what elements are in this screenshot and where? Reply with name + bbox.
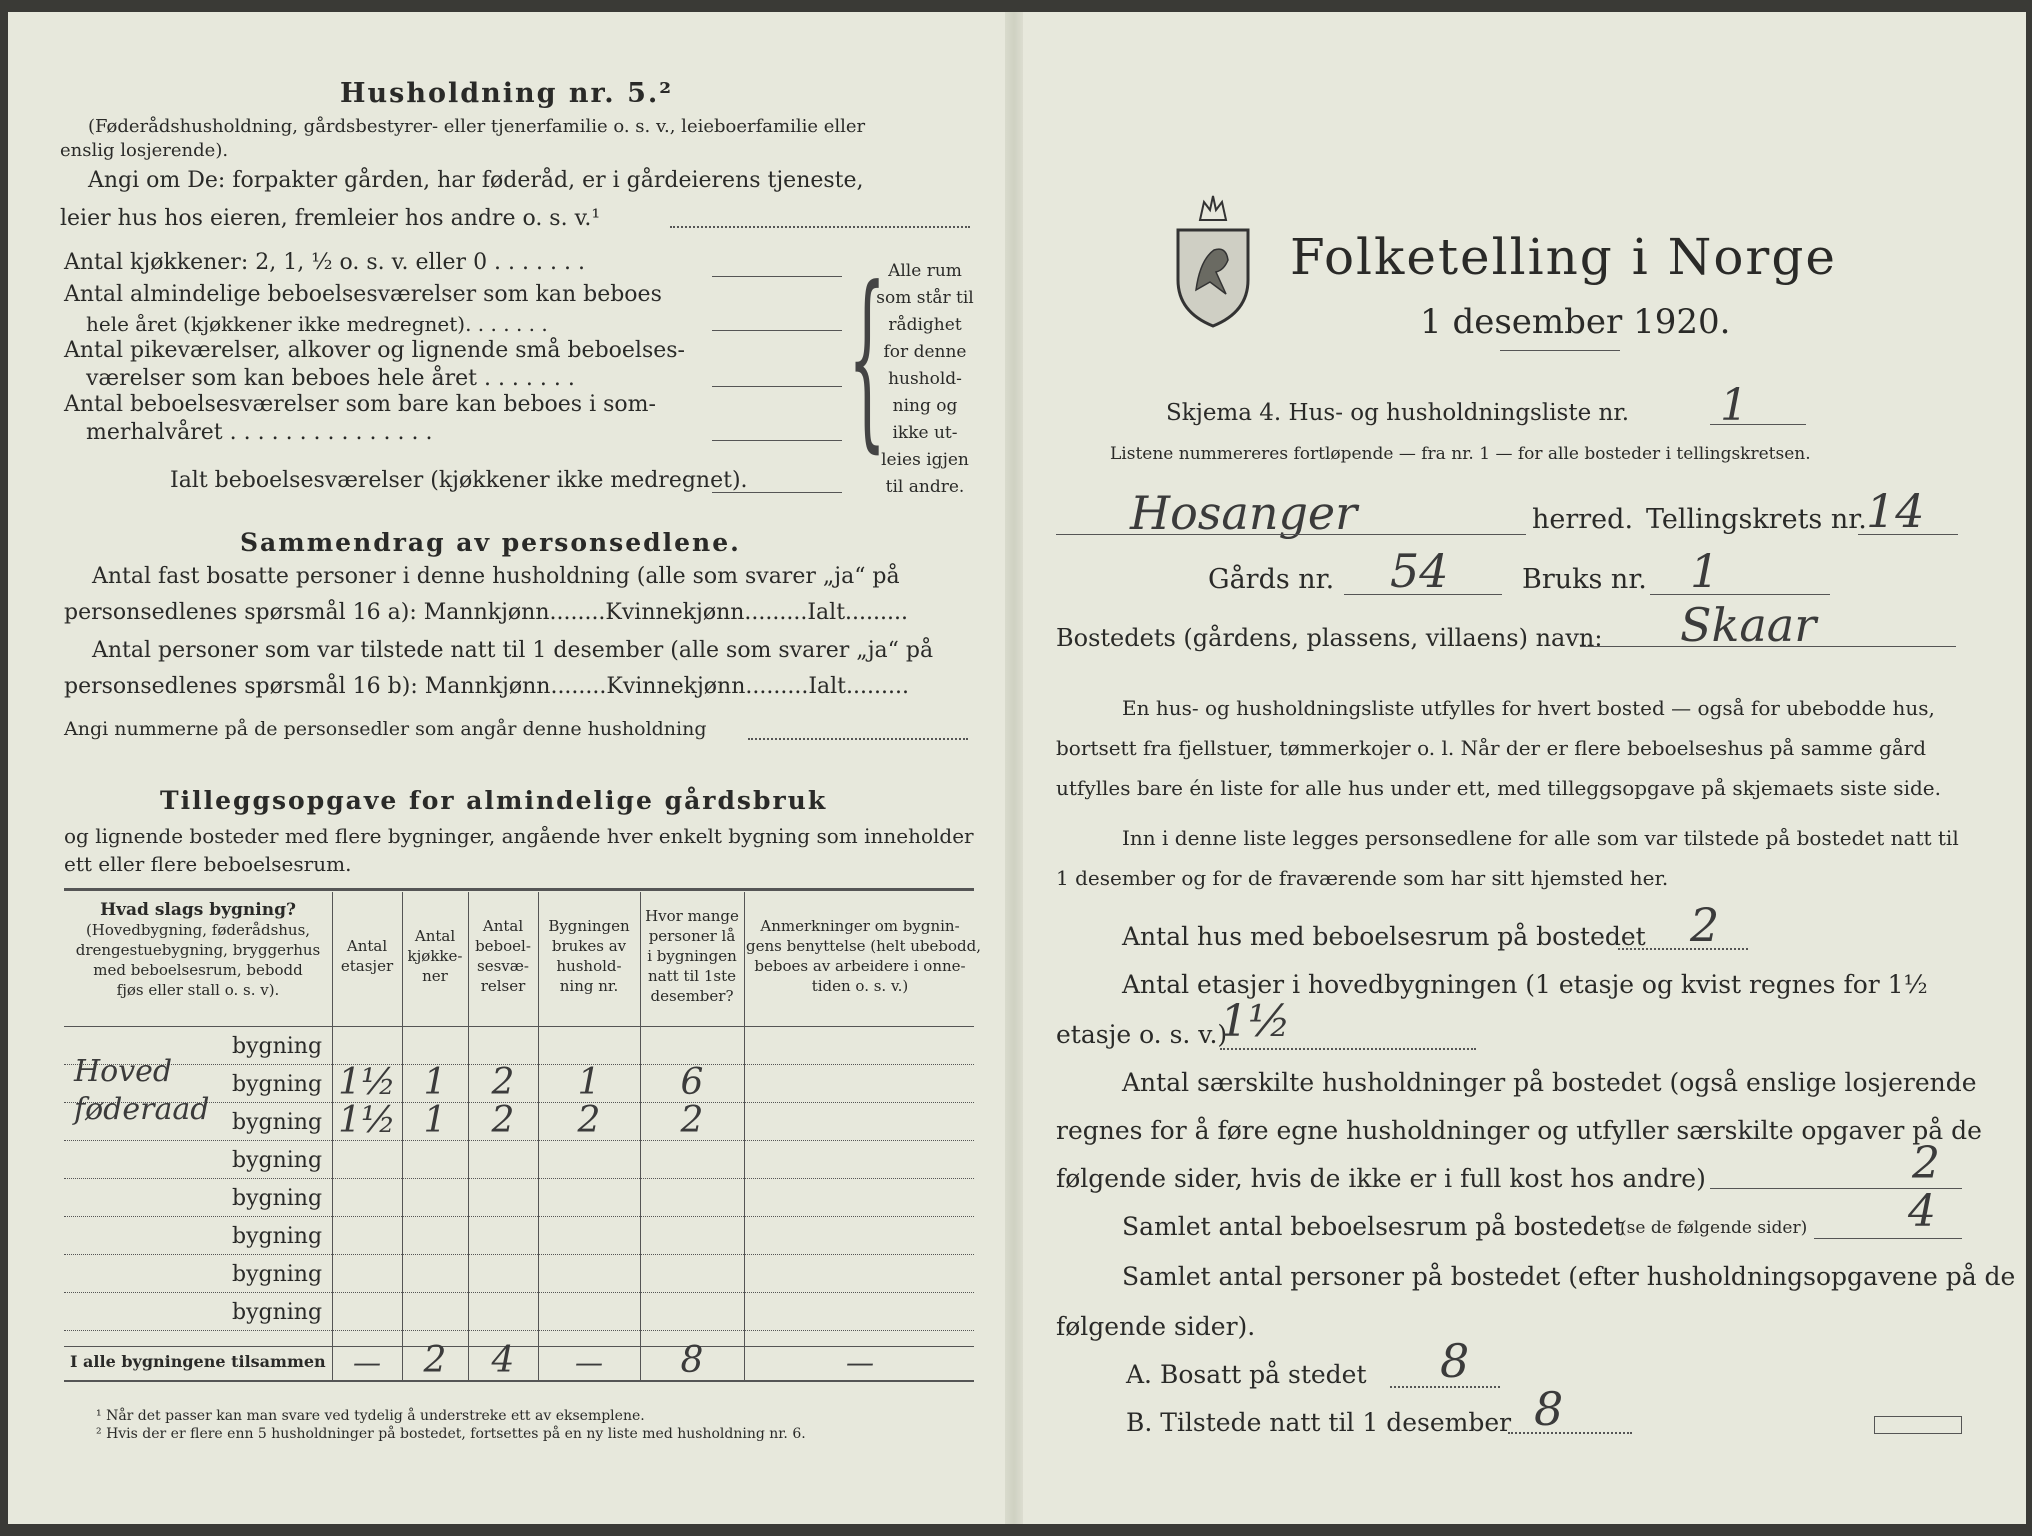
row-label: bygning [232,1262,323,1287]
instruction-3: utfylles bare én liste for alle hus under ett, med tilleggsopgave på skjemaets siste side. [1056,776,1941,800]
tillegg-line-1: og lignende bosteder med flere bygninger, angående hver enkelt bygning som inneholder [64,824,974,848]
instruction-4: Inn i denne liste legges personsedlene for alle som var tilstede på bostedet natt til [1122,826,1959,850]
angi-line-1: Angi om De: forpakter gården, har føderåd, er i gårdeierens tjeneste, [88,168,864,193]
bruks-label: Bruks nr. [1522,564,1647,595]
rooms-line-7: merhalvåret . . . . . . . . . . . . . . . [86,420,433,445]
summary-line-3: Antal personer som var tilstede natt til 1 desember (alle som svarer „ja“ på [92,638,934,663]
norway-coat-of-arms-icon [1170,190,1256,330]
total-anmerkninger: — [846,1346,874,1379]
form-date: 1 desember 1920. [1420,302,1731,342]
herred-label: herred. [1532,504,1634,535]
rooms-line-6: Antal beboelsesværelser som bare kan beboes i som- [64,392,656,417]
instruction-1: En hus- og husholdningsliste utfylles for hvert bosted — også for ubebodde hus, [1122,696,1935,720]
instruction-2: bortsett fra fjellstuer, tømmerkojer o. l. Når der er flere beboelseshus på samme gård [1056,736,1927,760]
summary-line-5: Angi nummerne på de personsedler som angår denne husholdning [64,718,707,740]
header-kjokkener: Antal kjøkke- ner [407,927,463,985]
row-cell: 6 [680,1062,704,1103]
bosatt-value: 8 [1440,1334,1470,1388]
herred-value: Hosanger [1130,486,1358,540]
etasjer-line-1: Antal etasjer i hovedbygningen (1 etasje og kvist regnes for 1½ [1122,970,1928,999]
header-anmerkninger: Anmerkninger om bygnin- gens benyttelse (helt ubebodd, beboes av arbeidere i onne- tiden o. s. v.) [746,917,982,995]
saerskilte-line-1: Antal særskilte husholdninger på bostedet (også enslige losjerende [1122,1068,1977,1097]
household-title: Husholdning nr. 5.² [340,78,674,109]
rooms-line-3: hele året (kjøkkener ikke medregnet). . . . . . . [86,312,548,336]
samlet-rum-value: 4 [1908,1186,1936,1237]
gards-label: Gårds nr. [1208,564,1335,595]
gards-value: 54 [1390,544,1449,598]
row-label: bygning [232,1072,323,1097]
bosatt-label: A. Bosatt på stedet [1126,1360,1367,1389]
tilstede-value: 8 [1534,1382,1564,1436]
tellingskrets-value: 14 [1866,484,1925,538]
rooms-line-2: Antal almindelige beboelsesværelser som kan beboes [64,282,662,307]
row-cell: 1½ [338,1062,396,1103]
row-cell: 1 [577,1062,601,1103]
total-personer: 8 [680,1340,704,1381]
total-kjokkener: 2 [423,1340,447,1381]
row-building-type: Hoved [74,1054,173,1089]
footnote-2: ² Hvis der er flere enn 5 husholdninger på bostedet, fortsettes på en ny liste med husholdning nr. 6. [96,1426,806,1442]
row-cell: 2 [577,1100,601,1141]
row-label: bygning [232,1148,323,1173]
row-building-type: føderaad [74,1092,210,1127]
row-cell: 1½ [338,1100,396,1141]
row-label: bygning [232,1186,323,1211]
household-intro-1: (Føderådshusholdning, gårdsbestyrer- eller tjenerfamilie o. s. v., leieboerfamilie eller [88,116,866,137]
rooms-line-5: værelser som kan beboes hele året . . . . . . . [86,366,575,391]
summary-line-2: personsedlenes spørsmål 16 a): Mannkjønn........Kvinnekjønn.........Ialt......... [64,600,908,625]
instruction-5: 1 desember og for de fraværende som har sitt hjemsted her. [1056,866,1669,890]
total-husholdning: — [575,1346,603,1379]
footnote-1: ¹ Når det passer kan man svare ved tydelig å understreke ett av eksemplene. [96,1408,645,1424]
samlet-rum-note: (se de følgende sider) [1620,1218,1808,1238]
tilstede-label: B. Tilstede natt til 1 desember [1126,1408,1512,1437]
summary-title: Sammendrag av personsedlene. [240,528,741,557]
saerskilte-line-2: regnes for å føre egne husholdninger og utfyller særskilte opgaver på de [1056,1116,1982,1145]
skjema-nr: 1 [1720,380,1748,431]
row-cell: 2 [491,1100,515,1141]
row-label: bygning [232,1300,323,1325]
row-cell: 1 [423,1062,447,1103]
row-label: bygning [232,1224,323,1249]
listene-line: Listene nummereres fortløpende — fra nr. 1 — for alle bosteder i tellingskretsen. [1110,444,1811,464]
household-intro-2: enslig losjerende). [60,140,229,161]
bosted-label: Bostedets (gårdens, plassens, villaens) navn: [1056,624,1603,652]
skjema-line: Skjema 4. Hus- og husholdningsliste nr. [1166,400,1630,426]
header-bygning: Hvad slags bygning? (Hovedbygning, føderådshus, drengestuebygning, bryggerhus med beboelsesrum, bebodd fjøs eller stall o. s. v). [75,900,321,999]
tellingskrets-label: Tellingskrets nr. [1646,504,1867,535]
summary-line-1: Antal fast bosatte personer i denne husholdning (alle som svarer „ja“ på [92,564,900,589]
row-cell: 2 [680,1100,704,1141]
samlet-personer-line-2: følgende sider). [1056,1312,1256,1341]
header-etasjer: Antal etasjer [340,937,394,975]
header-vaerelser: Antal beboel- sesvæ- relser [475,917,531,995]
antal-hus-label: Antal hus med beboelsesrum på bostedet [1122,922,1646,951]
rooms-line-1: Antal kjøkkener: 2, 1, ½ o. s. v. eller 0 . . . . . . . [64,250,585,275]
etasjer-value: 1½ [1220,996,1291,1047]
saerskilte-value: 2 [1912,1138,1940,1189]
bruks-value: 1 [1690,544,1720,598]
brace-icon: { [848,248,887,472]
side-note: Alle rum som står til rådighet for denne hushold- ning og ikke ut- leies igjen til andre. [876,261,974,497]
row-label: bygning [232,1110,323,1135]
bosted-value: Skaar [1680,598,1817,652]
angi-line-2: leier hus hos eieren, fremleier hos andre o. s. v.¹ [60,206,601,231]
row-cell: 2 [491,1062,515,1103]
total-label: I alle bygningene tilsammen [70,1352,326,1371]
row-label: bygning [232,1034,323,1059]
antal-hus-value: 2 [1690,898,1720,952]
samlet-personer-line-1: Samlet antal personer på bostedet (efter husholdningsopgavene på de [1122,1262,2016,1291]
etasjer-line-2: etasje o. s. v.) [1056,1020,1228,1049]
page-fold [1005,12,1023,1524]
tillegg-line-2: ett eller flere beboelsesrum. [64,852,352,876]
summary-line-4: personsedlenes spørsmål 16 b): Mannkjønn........Kvinnekjønn.........Ialt......... [64,674,909,699]
header-personer: Hvor mange personer lå i bygningen natt til 1ste desember? [645,907,739,1005]
printer-stamp [1874,1416,1962,1434]
tillegg-title: Tilleggsopgave for almindelige gårdsbruk [160,786,828,815]
total-vaerelser: 4 [491,1340,515,1381]
row-cell: 1 [423,1100,447,1141]
rooms-total-line: Ialt beboelsesværelser (kjøkkener ikke medregnet). [170,468,748,493]
header-husholdning: Bygningen brukes av hushold- ning nr. [548,917,630,995]
saerskilte-line-3: følgende sider, hvis de ikke er i full kost hos andre) [1056,1164,1706,1193]
rooms-line-4: Antal pikeværelser, alkover og lignende små beboelses- [64,338,685,363]
total-etasjer: — [353,1346,381,1379]
form-title: Folketelling i Norge [1290,228,1837,286]
samlet-rum-label: Samlet antal beboelsesrum på bostedet [1122,1212,1624,1241]
